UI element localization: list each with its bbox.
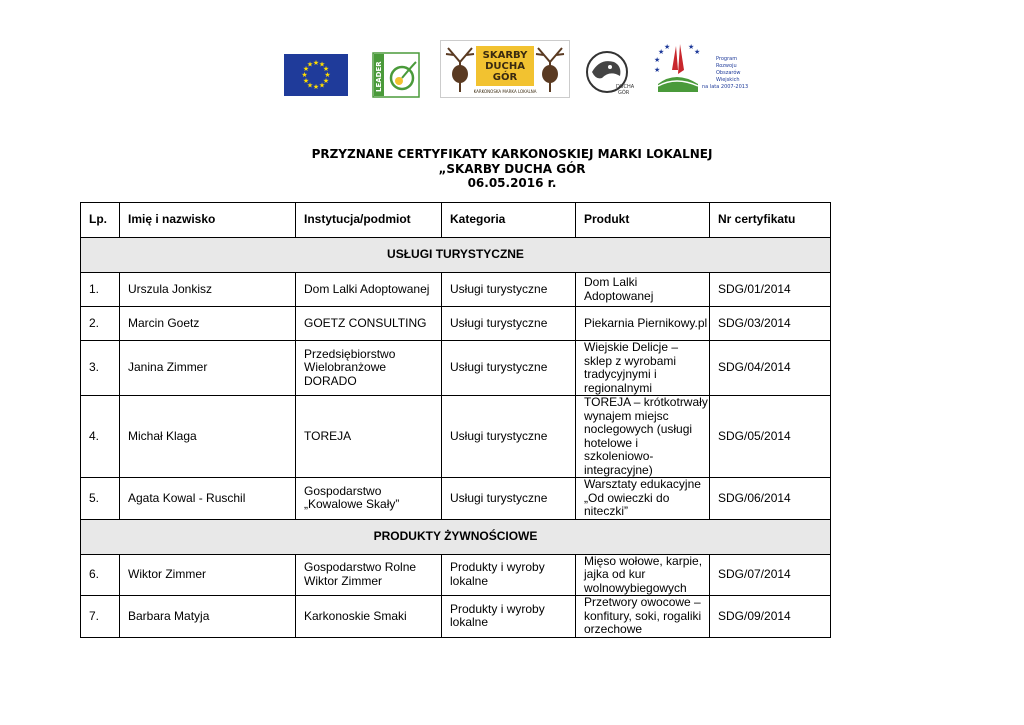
svg-text:★: ★ <box>301 71 308 79</box>
cell-category: Produkty i wyroby lokalne <box>442 554 576 596</box>
svg-text:★: ★ <box>306 81 314 90</box>
duch-text-1: DUCHA <box>616 84 634 90</box>
skarby-text-3: GÓR <box>492 72 518 83</box>
logo-strip <box>280 40 750 98</box>
cell-name: Michał Klaga <box>120 396 296 478</box>
eu-flag-logo <box>284 54 348 96</box>
section-row <box>81 519 831 554</box>
table-row <box>81 307 831 341</box>
svg-text:★: ★ <box>322 65 330 73</box>
cell-product: Piekarnia Piernikowy.pl <box>576 307 710 341</box>
cell-lp: 5. <box>81 478 120 520</box>
prow-line-3: Obszarów <box>716 70 741 76</box>
table-row <box>81 596 831 638</box>
cell-institution: Gospodarstwo „Kowalowe Skały” <box>296 478 442 520</box>
leader-text: LEADER <box>375 61 383 92</box>
cell-lp: 3. <box>81 341 120 396</box>
cell-name: Janina Zimmer <box>120 341 296 396</box>
table-row <box>81 478 831 520</box>
skarby-subtitle: KARKONOSKA MARKA LOKALNA <box>473 89 537 94</box>
cell-cert: SDG/07/2014 <box>710 554 831 596</box>
svg-text:★: ★ <box>302 77 310 85</box>
svg-text:★: ★ <box>312 59 320 67</box>
cell-product: Mięso wołowe, karpie, jajka od kur wolnowybiegowych <box>576 554 710 596</box>
leader-logo <box>372 52 420 98</box>
svg-text:★: ★ <box>322 77 330 85</box>
cell-name: Marcin Goetz <box>120 307 296 341</box>
cell-cert: SDG/01/2014 <box>710 273 831 307</box>
prow-logo <box>652 40 750 98</box>
svg-text:★: ★ <box>688 43 695 51</box>
cell-institution: Przedsiębiorstwo Wielobranżowe DORADO <box>296 341 442 396</box>
header-lp: Lp. <box>81 203 120 238</box>
header-category: Kategoria <box>442 203 576 238</box>
cell-name: Agata Kowal - Ruschil <box>120 478 296 520</box>
cell-lp: 2. <box>81 307 120 341</box>
duch-text-2: GÓR <box>618 90 630 96</box>
title-line-2: „SKARBY DUCHA GÓR <box>438 161 586 176</box>
cell-lp: 6. <box>81 554 120 596</box>
section-title: USŁUGI TURYSTYCZNE <box>81 238 831 273</box>
cell-cert: SDG/06/2014 <box>710 478 831 520</box>
header-product: Produkt <box>576 203 710 238</box>
cell-product: TOREJA – krótkotrwały wynajem miejsc noclegowych (usługi hotelowe i szkoleniowo-integracyjne) <box>576 396 710 478</box>
svg-text:★: ★ <box>664 43 671 51</box>
section-title: PRODUKTY ŻYWNOŚCIOWE <box>81 519 831 554</box>
svg-text:★: ★ <box>324 71 331 79</box>
prow-line-4: Wiejskich <box>716 77 740 83</box>
section-row <box>81 238 831 273</box>
cell-cert: SDG/05/2014 <box>710 396 831 478</box>
cell-product: Dom Lalki Adoptowanej <box>576 273 710 307</box>
table-row <box>81 554 831 596</box>
cell-name: Barbara Matyja <box>120 596 296 638</box>
cell-product: Warsztaty edukacyjne „Od owieczki do niteczki” <box>576 478 710 520</box>
cell-name: Urszula Jonkisz <box>120 273 296 307</box>
title-line-1: PRZYZNANE CERTYFIKATY KARKONOSKIEJ MARKI LOKALNEJ <box>311 147 713 161</box>
cell-institution: TOREJA <box>296 396 442 478</box>
svg-text:★: ★ <box>306 60 314 69</box>
document-title <box>0 147 1024 191</box>
cell-name: Wiktor Zimmer <box>120 554 296 596</box>
cell-institution: Gospodarstwo Rolne Wiktor Zimmer <box>296 554 442 596</box>
svg-text:★: ★ <box>318 81 326 90</box>
cell-category: Usługi turystyczne <box>442 273 576 307</box>
prow-line-2: Rozwoju <box>716 63 737 69</box>
prow-line-1: Program <box>716 56 738 62</box>
cell-cert: SDG/09/2014 <box>710 596 831 638</box>
svg-text:★: ★ <box>654 56 661 64</box>
table-row <box>81 273 831 307</box>
cell-institution: Dom Lalki Adoptowanej <box>296 273 442 307</box>
cell-institution: Karkonoskie Smaki <box>296 596 442 638</box>
svg-text:★: ★ <box>312 83 320 91</box>
cell-cert: SDG/03/2014 <box>710 307 831 341</box>
cell-cert: SDG/04/2014 <box>710 341 831 396</box>
header-institution: Instytucja/podmiot <box>296 203 442 238</box>
cell-category: Usługi turystyczne <box>442 396 576 478</box>
cell-lp: 4. <box>81 396 120 478</box>
cell-category: Usługi turystyczne <box>442 341 576 396</box>
svg-text:★: ★ <box>658 48 665 56</box>
title-line-3: 06.05.2016 r. <box>467 176 557 190</box>
header-name: Imię i nazwisko <box>120 203 296 238</box>
svg-text:★: ★ <box>318 60 326 69</box>
cell-lp: 7. <box>81 596 120 638</box>
cell-category: Usługi turystyczne <box>442 478 576 520</box>
svg-text:★: ★ <box>654 66 661 74</box>
certificates-table <box>80 202 831 638</box>
cell-product: Wiejskie Delicje – sklep z wyrobami tradycyjnymi i regionalnymi <box>576 341 710 396</box>
svg-text:★: ★ <box>694 48 701 56</box>
table-header-row <box>81 203 831 238</box>
cell-product: Przetwory owocowe – konfitury, soki, rogaliki orzechowe <box>576 596 710 638</box>
cell-lp: 1. <box>81 273 120 307</box>
duch-gor-logo <box>580 50 634 98</box>
cell-category: Produkty i wyroby lokalne <box>442 596 576 638</box>
table-row <box>81 341 831 396</box>
svg-text:★: ★ <box>302 65 310 73</box>
cell-institution: GOETZ CONSULTING <box>296 307 442 341</box>
table-row <box>81 396 831 478</box>
prow-line-5: na lata 2007-2013 <box>702 84 749 90</box>
header-cert: Nr certyfikatu <box>710 203 831 238</box>
skarby-text-2: DUCHA <box>485 61 525 72</box>
skarby-text-1: SKARBY <box>482 50 528 61</box>
skarby-ducha-gor-logo <box>440 40 570 98</box>
cell-category: Usługi turystyczne <box>442 307 576 341</box>
